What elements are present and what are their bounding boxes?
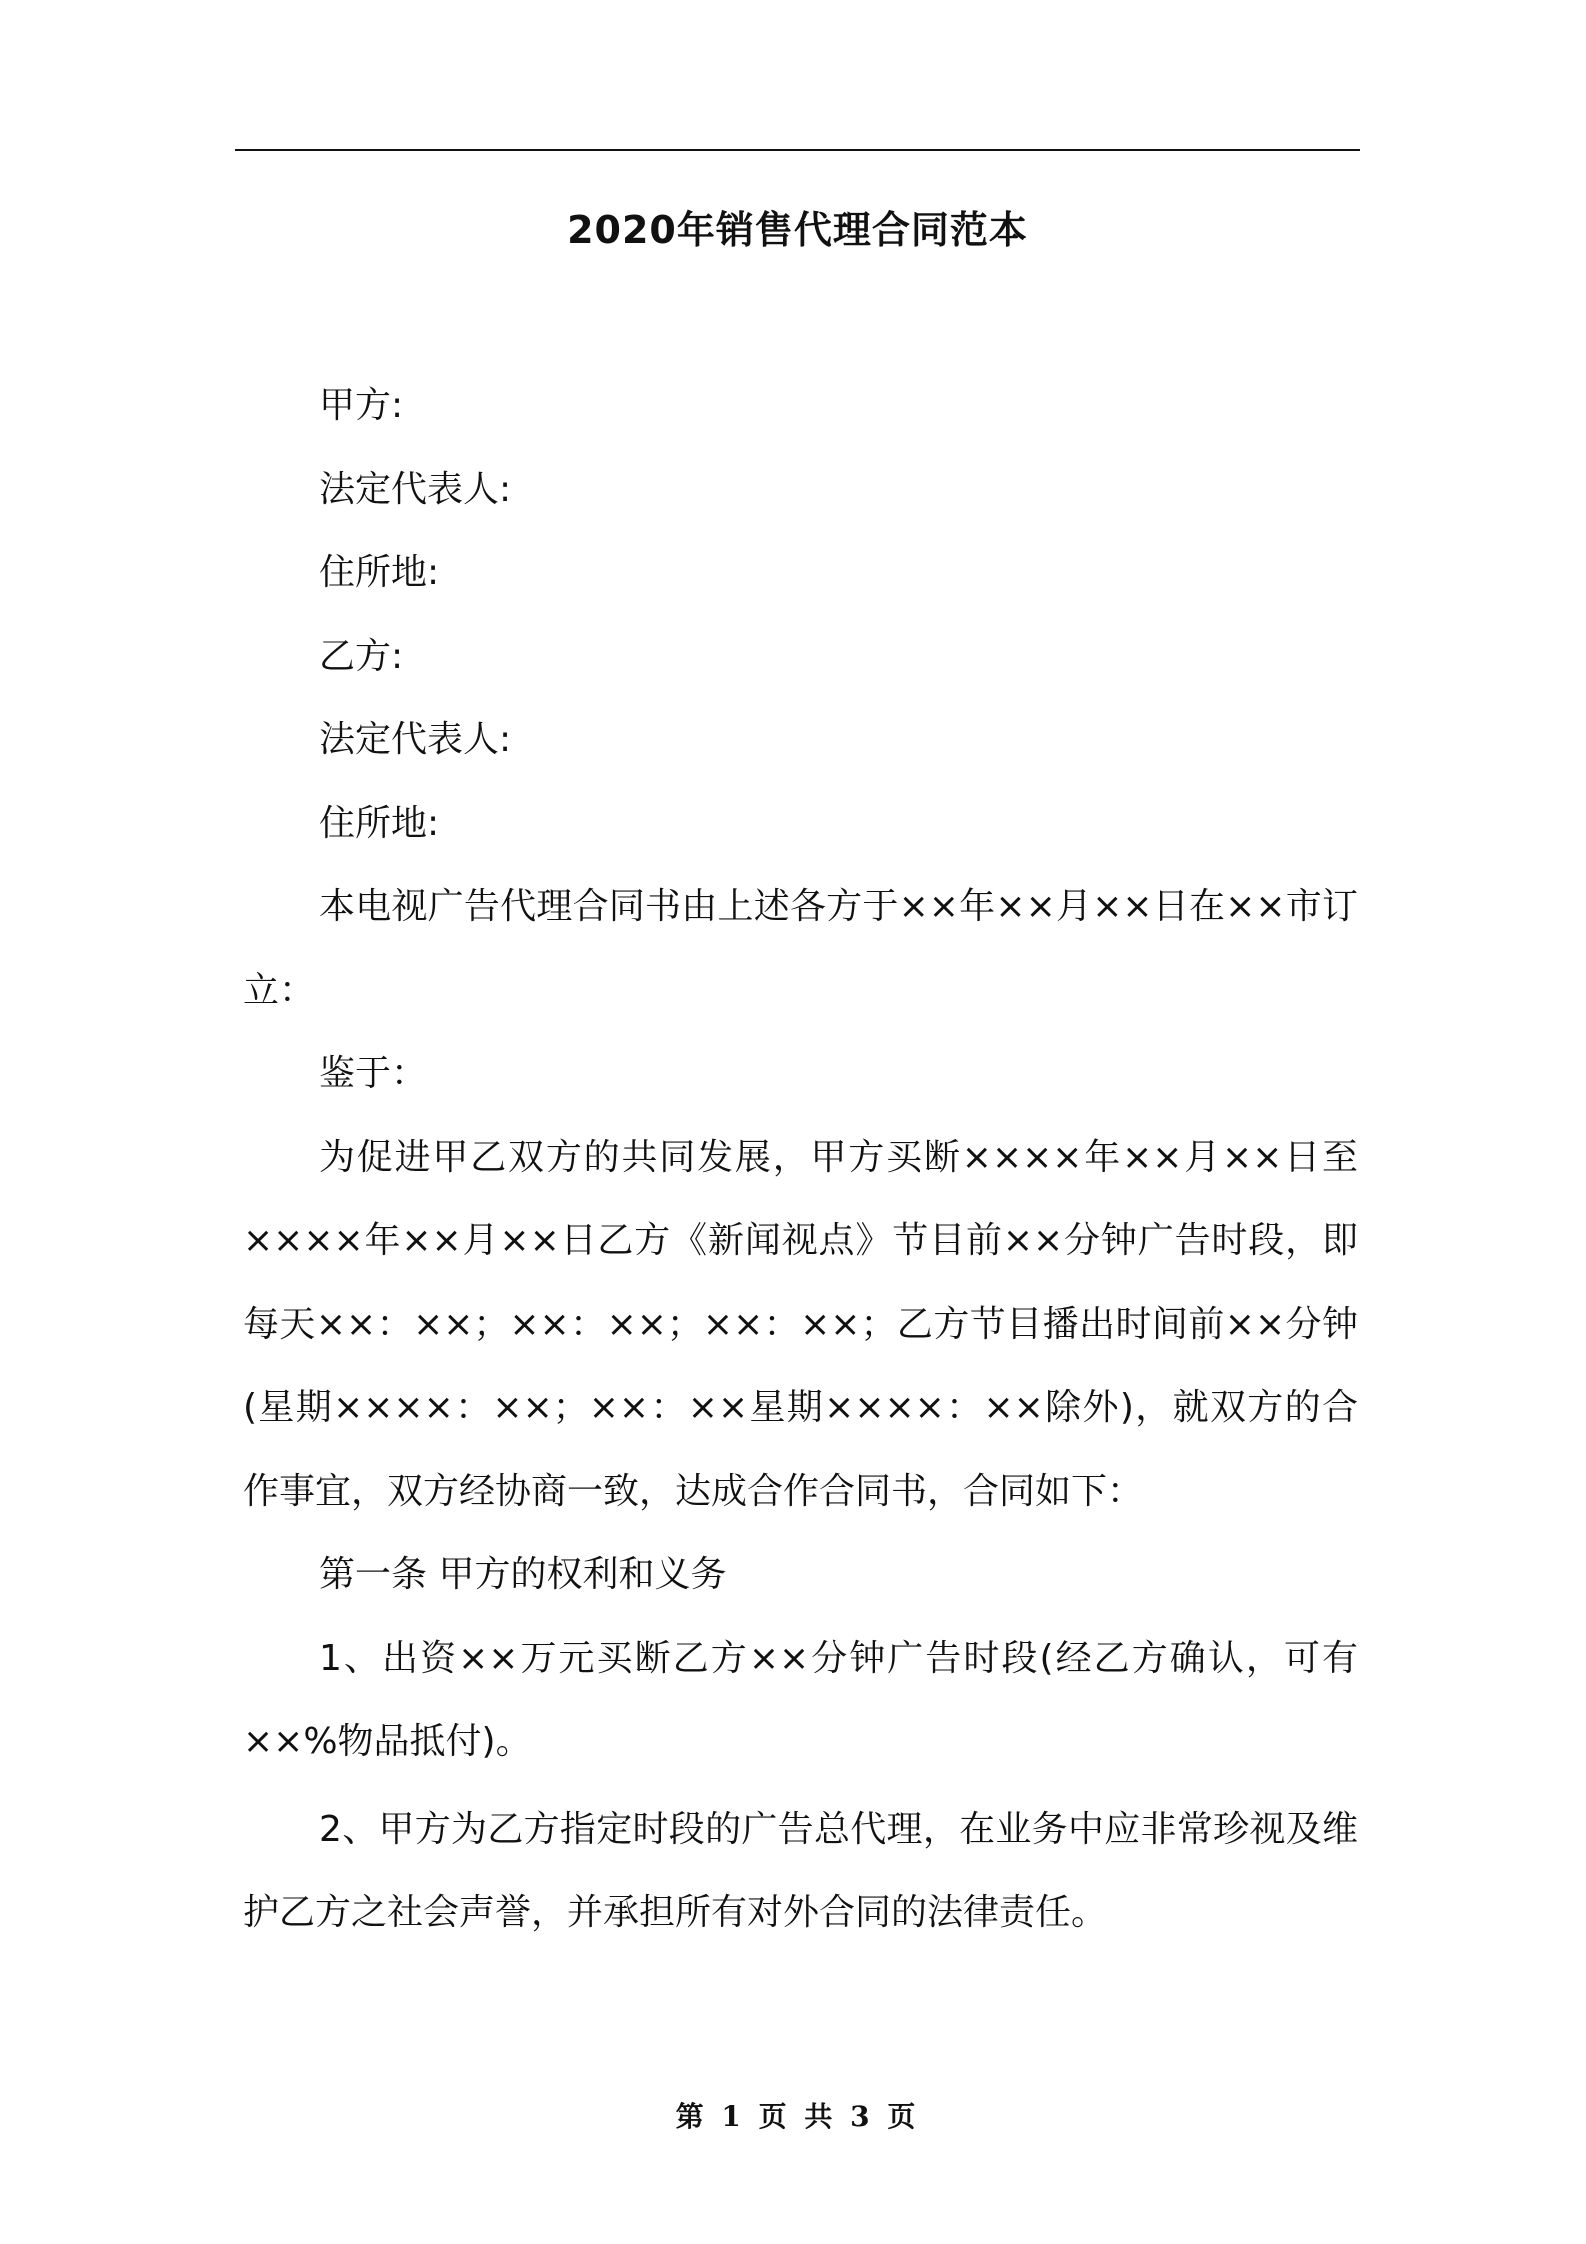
party-b-legal-representative: 法定代表人: xyxy=(319,719,512,760)
whereas-label: 鉴于： xyxy=(319,1053,428,1094)
article-one-heading: 第一条 甲方的权利和义务 xyxy=(319,1554,727,1595)
clause-2: 2、甲方为乙方指定时段的广告总代理，在业务中应非常珍视及维护乙方之社会声誉，并承担所有对外合同的法律责任。 xyxy=(243,1808,1358,1933)
recital-paragraph: 为促进甲乙双方的共同发展，甲方买断××××年××月××日至 ××××年××月××日乙方《新闻视点》节目前××分钟广告时段，即每天××：××；××：××；××：××；乙方节目播出时间前××分钟(星期××××：××；××：××星期××××：××除外)，就双方的合作事宜，双方经协商一致，达成合作合同书，合同如下： xyxy=(243,1136,1358,1512)
clause-1: 1、出资××万元买断乙方××分钟广告时段(经乙方确认，可有××%物品抵付)。 xyxy=(243,1637,1358,1762)
party-a-label: 甲方: xyxy=(319,385,404,426)
party-a-legal-representative: 法定代表人: xyxy=(319,468,512,510)
document-title: 2020年销售代理合同范本 xyxy=(567,208,1028,252)
document-body xyxy=(243,364,1358,1955)
page-footer: 第 1 页 共 3 页 xyxy=(675,2100,920,2133)
party-a-address: 住所地: xyxy=(319,552,440,593)
party-b-address: 住所地: xyxy=(319,802,440,844)
party-b-label: 乙方: xyxy=(319,635,404,677)
header-rule xyxy=(235,149,1360,151)
contract-signing-statement: 本电视广告代理合同书由上述各方于××年××月××日在××市订立： xyxy=(243,886,1358,1011)
